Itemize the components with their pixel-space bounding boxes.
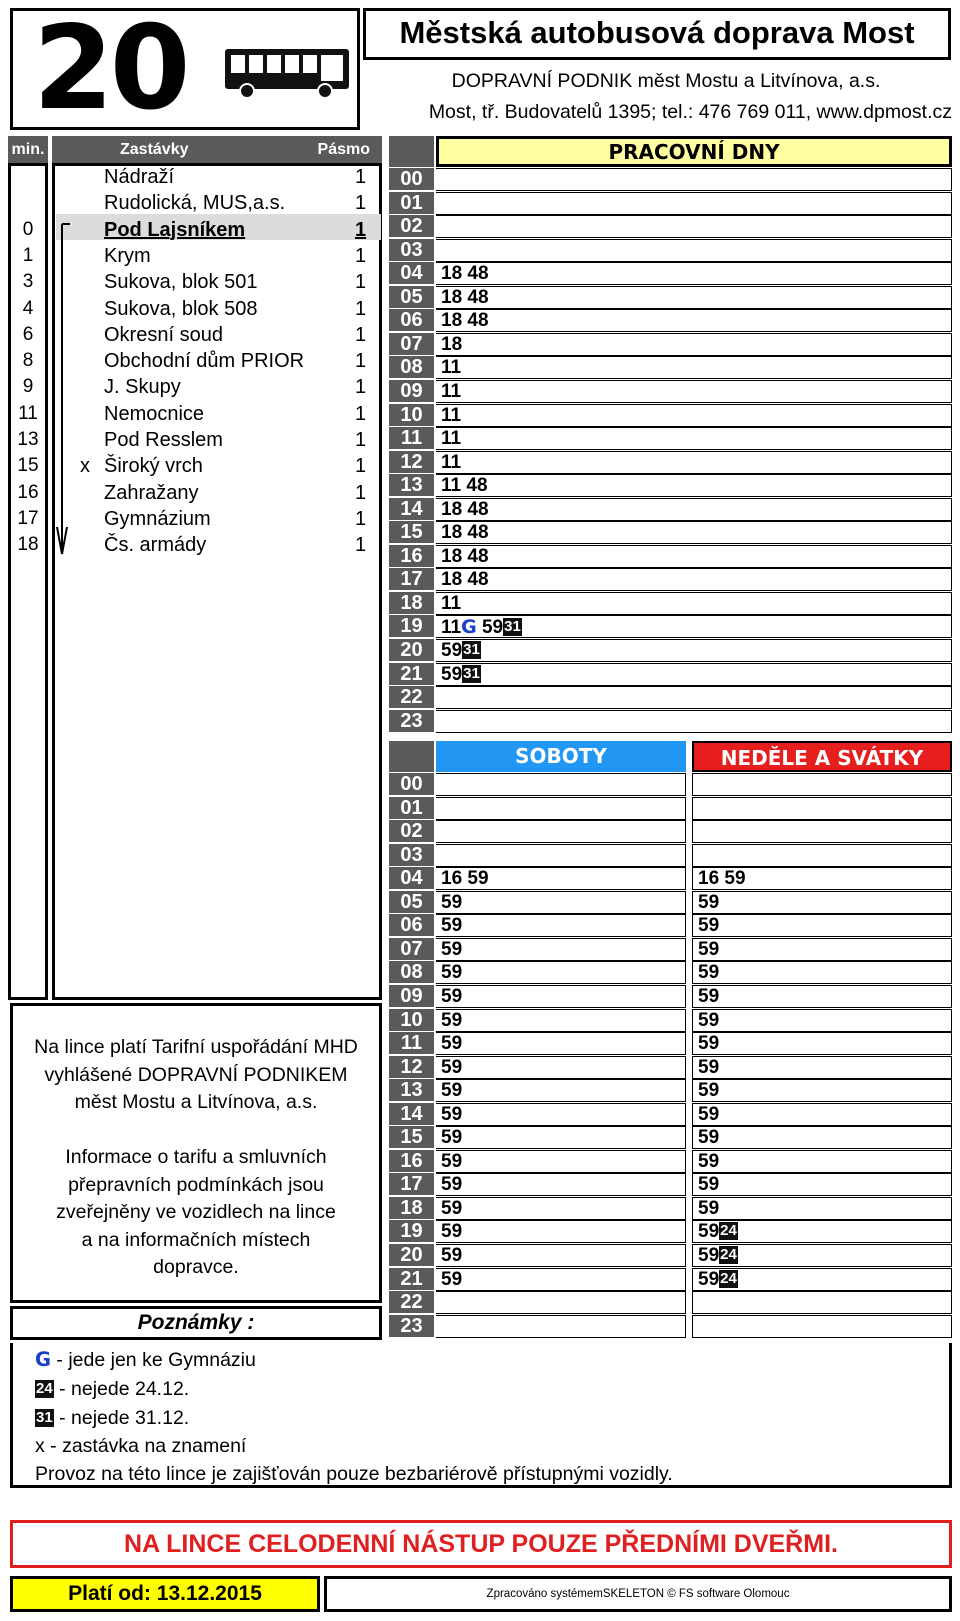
departure-minute: 11 [441,475,462,497]
departure-minute: 11 [441,592,462,614]
hour-cell: 14 [389,498,434,521]
stop-name: Sukova, blok 508 [104,297,258,320]
departure-minute: 18 [441,522,463,544]
sunday-departures [692,1197,952,1220]
sunday-departures [692,891,952,914]
departure-minute: 59 [698,1033,720,1055]
stop-name: Okresní soud [104,323,223,346]
departure-minute: 59 [441,891,463,913]
departure-minute: 59 [698,1174,720,1196]
note-31-symbol: 31 [36,1409,53,1426]
weekday-departures [436,568,952,591]
departure-minute: 59 [698,1056,720,1078]
departure-minute: 59 [698,1150,720,1172]
saturday-departures [436,1009,686,1032]
note-24-text: - nejede 24.12. [53,1378,190,1400]
exception-badge: 24 [720,1269,737,1287]
sunday-departures [692,1103,952,1126]
hour-cell: 20 [389,1244,434,1267]
sunday-departures [692,938,952,961]
exception-badge: 31 [504,618,521,636]
hour-cell: 00 [389,168,434,191]
departure-minute: 18 [441,263,463,285]
saturday-departures [436,938,686,961]
weekday-departures [436,592,952,615]
stop-minutes: 17 [17,507,39,529]
stops-header [52,136,382,163]
gymnazium-note: G [461,616,477,639]
sunday-departures [692,773,952,796]
stop-minutes: 11 [18,402,38,424]
hour-cell: 11 [389,427,434,450]
stop-minutes: 8 [22,350,34,372]
departure-minute: 11 [441,428,462,450]
departure-minute: 59 [698,915,720,937]
stop-zone: 1 [355,192,367,215]
hour-cell: 08 [389,356,434,379]
stop-zone: 1 [355,429,367,451]
hour-cell: 10 [389,1009,434,1032]
hour-cell: 05 [389,286,434,309]
note-x-text: - zastávka na znamení [44,1435,247,1457]
hour-cell: 02 [389,820,434,843]
sunday-departures [692,867,952,890]
departure-minute: 59 [698,938,720,960]
saturday-departures [436,773,686,796]
sunday-departures [692,1009,952,1032]
departure-minute: 59 [441,1221,463,1243]
stop-zone: 1 [355,350,367,373]
front-door-warning: NA LINCE CELODENNÍ NÁSTUP POUZE PŘEDNÍMI DVEŘMI. [10,1520,952,1568]
sunday-departures [692,1150,952,1173]
hour-cell: 03 [389,239,434,262]
saturday-departures [436,1150,686,1173]
weekday-departures [436,545,952,568]
sunday-departures [692,1220,952,1243]
departure-minute: 59 [698,1080,720,1102]
weekday-departures [436,686,952,709]
company-box [363,8,951,60]
stop-name: Pod Resslem [104,429,223,451]
departure-minute: 48 [467,522,489,544]
hour-cell: 22 [389,1291,434,1314]
saturday-departures [436,867,686,890]
stop-minutes: 0 [22,218,34,240]
stop-name: Široký vrch [104,455,203,478]
saturday-departures [436,820,686,843]
hour-cell: 07 [389,938,434,961]
hour-cell: 18 [389,1197,434,1220]
stop-name: Gymnázium [104,507,211,530]
weekday-departures [436,404,952,427]
departure-minute: 18 [441,286,463,308]
company-name: Městská autobusová doprava Most [399,15,915,50]
departure-minute: 59 [441,1127,463,1149]
stop-name: Rudolická, MUS,a.s. [104,192,286,215]
sunday-departures [692,961,952,984]
stop-name: Sukova, blok 501 [104,271,258,294]
stop-zone: 1 [355,218,367,241]
departure-minute: 48 [467,498,489,520]
hour-cell: 20 [389,639,434,662]
departure-minute: 59 [441,915,463,937]
hour-cell: 10 [389,404,434,427]
request-stop-mark: x [80,455,90,478]
saturday-departures [436,1220,686,1243]
departure-minute: 59 [441,1033,463,1055]
weekday-departures [436,615,952,638]
weekday-hour-header [389,136,434,167]
departure-minute: 18 [441,333,463,355]
departure-minute: 48 [467,286,489,308]
sunday-departures [692,1173,952,1196]
hour-cell: 04 [389,262,434,285]
notes-box [10,1343,952,1488]
weekday-departures [436,451,952,474]
departure-minute: 59 [441,962,463,984]
note-g-symbol: G [35,1348,52,1371]
weekend-hour-header [389,741,434,772]
hour-cell: 00 [389,773,434,796]
hour-cell: 01 [389,797,434,820]
min-column-header: min. [8,136,48,163]
note-x-symbol: x [35,1435,45,1457]
bus-icon [223,45,353,99]
stop-zone: 1 [355,376,367,399]
stop-name: J. Skupy [104,376,181,399]
saturday-departures [436,1103,686,1126]
sunday-header: NEDĚLE A SVÁTKY [692,741,952,772]
departure-minute: 48 [467,569,489,591]
stop-minutes: 13 [17,429,39,450]
weekday-departures [436,192,952,215]
departure-minute: 59 [698,1197,720,1219]
hour-cell: 23 [389,1315,434,1338]
departure-minute: 59 [698,985,720,1007]
stop-minutes: 6 [22,323,34,345]
stop-zone: 1 [355,166,367,188]
sunday-departures [692,1244,952,1267]
weekday-departures [436,521,952,544]
hour-cell: 11 [389,1032,434,1055]
saturday-departures [436,1173,686,1196]
hour-cell: 04 [389,867,434,890]
stop-minutes: 9 [22,376,34,398]
saturday-departures [436,1032,686,1055]
departure-minute: 16 [441,868,463,890]
saturday-departures [436,914,686,937]
saturday-departures [436,1315,686,1338]
hour-cell: 09 [389,985,434,1008]
departure-minute: 59 [441,1009,463,1031]
saturday-departures [436,1197,686,1220]
weekday-departures [436,474,952,497]
zone-column-header: Pásmo [317,141,370,158]
saturday-departures [436,891,686,914]
stop-minutes [8,164,48,190]
valid-from: Platí od: 13.12.2015 [10,1576,320,1612]
stop-minutes [8,190,48,216]
sunday-departures [692,914,952,937]
stop-name: Obchodní dům PRIOR [104,350,305,373]
stop-name: Zahražany [104,481,199,504]
hour-cell: 09 [389,380,434,403]
sunday-departures [692,1056,952,1079]
departure-minute: 59 [441,1150,463,1172]
hour-cell: 15 [389,1126,434,1149]
hour-cell: 06 [389,309,434,332]
departure-minute: 11 [441,380,462,402]
stop-zone: 1 [355,244,367,267]
hour-cell: 14 [389,1103,434,1126]
stop-name: Čs. armády [104,534,207,557]
departure-minute: 59 [724,868,746,890]
departure-minute: 48 [467,545,489,567]
departure-minute: 59 [441,1197,463,1219]
stop-name: Nemocnice [104,402,205,425]
stop-zone: 1 [355,534,367,557]
stop-name: Nádraží [104,166,175,188]
weekday-departures [436,639,952,662]
note-x [35,1433,246,1459]
weekday-departures [436,262,952,285]
stop-minutes: 16 [17,481,39,503]
exception-badge: 24 [720,1246,737,1263]
weekday-departures [436,663,952,686]
note-31-text: - nejede 31.12. [53,1407,190,1429]
hour-cell: 21 [389,663,434,686]
note-g-text: - jede jen ke Gymnáziu [51,1349,256,1371]
hour-cell: 06 [389,914,434,937]
departure-minute: 59 [441,1268,463,1290]
sunday-departures [692,820,952,843]
stop-minutes: 15 [17,455,39,477]
stop-zone: 1 [355,507,367,530]
weekday-departures [436,239,952,262]
note-31 [35,1405,189,1431]
departure-minute: 48 [466,475,488,497]
stops-column-header: Zastávky [120,141,189,158]
tariff-conditions-text: Informace o tarifu a smluvních přepravních podmínkách jsou zveřejněny ve vozidlech na lince a na informačních místech dopravce. [56,1146,336,1278]
departure-minute: 48 [467,263,489,285]
stop-zone: 1 [355,297,367,320]
stop-zone: 1 [355,323,367,346]
hour-cell: 12 [389,451,434,474]
departure-minute: 59 [698,1009,720,1031]
departure-minute: 59 [441,985,463,1007]
hour-cell: 17 [389,568,434,591]
stop-name: Krym [104,244,151,267]
direction-arrow-icon [56,222,76,557]
operator-name: DOPRAVNÍ PODNIK měst Mostu a Litvínova, a.s. [451,70,881,92]
weekday-departures [436,356,952,379]
departure-minute: 18 [441,545,463,567]
note-accessibility: Provoz na této lince je zajišťován pouze bezbariérově přístupnými vozidly. [35,1463,673,1485]
hour-cell: 16 [389,545,434,568]
departure-minute: 11 [441,617,462,639]
stop-minutes: 18 [17,534,39,556]
departure-minute: 11 [441,404,462,426]
departure-minute: 59 [698,1103,720,1125]
departure-minute: 59 [698,1268,720,1290]
operator-address: Most, tř. Budovatelů 1395; tel.: 476 769 011, www.dpmost.cz [428,101,952,123]
line-number-box [10,1,360,136]
hour-cell: 19 [389,1220,434,1243]
departure-minute: 48 [467,310,489,332]
departure-minute: 59 [441,1174,463,1196]
departure-minute: 11 [441,451,462,473]
saturday-departures [436,1056,686,1079]
hour-cell: 19 [389,615,434,638]
departure-minute: 18 [441,310,463,332]
stop-minutes: 3 [22,271,34,293]
departure-minute: 18 [441,498,463,520]
saturday-departures [436,797,686,820]
line-number: 20 [33,1,187,136]
exception-badge: 31 [463,664,480,682]
departure-minute: 59 [698,1127,720,1149]
departure-minute: 59 [441,1245,463,1266]
weekday-departures [436,309,952,332]
departure-minute: 59 [698,1221,720,1243]
note-g [35,1347,256,1373]
hour-cell: 05 [389,891,434,914]
tariff-info [10,1003,382,1303]
hour-cell: 22 [389,686,434,709]
processed-by: Zpracováno systémemSKELETON © FS software Olomouc [324,1576,952,1612]
weekday-departures [436,168,952,191]
stop-minutes: 4 [22,297,34,319]
departure-minute: 18 [441,569,463,591]
stop-zone: 1 [355,481,367,504]
sunday-departures [692,1291,952,1314]
saturday-departures [436,961,686,984]
departure-minute: 59 [467,868,489,890]
stop-zone: 1 [355,271,367,294]
departure-minute: 59 [441,663,463,685]
sunday-departures [692,985,952,1008]
hour-cell: 13 [389,1079,434,1102]
hour-cell: 16 [389,1150,434,1173]
saturday-departures [436,1268,686,1291]
hour-cell: 13 [389,474,434,497]
departure-minute: 59 [441,938,463,960]
sunday-departures [692,1268,952,1291]
stop-minutes: 1 [22,244,34,266]
saturday-departures [436,1079,686,1102]
exception-badge: 24 [720,1222,737,1240]
sunday-departures [692,844,952,867]
hour-cell: 18 [389,592,434,615]
departure-minute: 59 [441,1103,463,1125]
sunday-departures [692,1032,952,1055]
hour-cell: 02 [389,215,434,238]
departure-minute: 59 [441,1080,463,1102]
hour-cell: 15 [389,521,434,544]
stop-zone: 1 [355,455,367,478]
departure-minute: 59 [698,891,720,913]
sunday-departures [692,1079,952,1102]
weekday-departures [436,710,952,733]
sunday-departures [692,797,952,820]
hour-cell: 23 [389,710,434,733]
departure-minute: 59 [698,962,720,984]
exception-badge: 31 [463,641,480,658]
note-24-symbol: 24 [36,1380,53,1397]
weekdays-header: PRACOVNÍ DNY [436,136,952,167]
stop-name: Pod Lajsníkem [104,218,246,241]
departure-minute: 11 [441,357,462,379]
saturday-header: SOBOTY [436,741,686,772]
stop-zone: 1 [355,402,367,425]
weekday-departures [436,286,952,309]
hour-cell: 08 [389,961,434,984]
hour-cell: 21 [389,1268,434,1291]
saturday-departures [436,985,686,1008]
tariff-text: Na lince platí Tarifní uspořádání MHD vyhlášené DOPRAVNÍ PODNIKEM měst Mostu a Litvínova, a.s. [34,1036,358,1113]
saturday-departures [436,1126,686,1149]
sunday-departures [692,1126,952,1149]
sunday-departures [692,1315,952,1338]
weekday-departures [436,427,952,450]
saturday-departures [436,844,686,867]
hour-cell: 01 [389,192,434,215]
weekday-departures [436,498,952,521]
weekday-departures [436,215,952,238]
weekday-departures [436,380,952,403]
departure-minute: 59 [441,1056,463,1078]
departure-minute: 59 [441,640,463,661]
hour-cell: 12 [389,1056,434,1079]
hour-cell: 03 [389,844,434,867]
departure-minute: 59 [698,1245,720,1266]
notes-title: Poznámky : [10,1306,382,1340]
weekday-departures [436,333,952,356]
hour-cell: 17 [389,1173,434,1196]
saturday-departures [436,1244,686,1267]
saturday-departures [436,1291,686,1314]
note-24 [35,1376,189,1402]
hour-cell: 07 [389,333,434,356]
departure-minute: 59 [481,617,504,639]
departure-minute: 16 [698,868,720,890]
